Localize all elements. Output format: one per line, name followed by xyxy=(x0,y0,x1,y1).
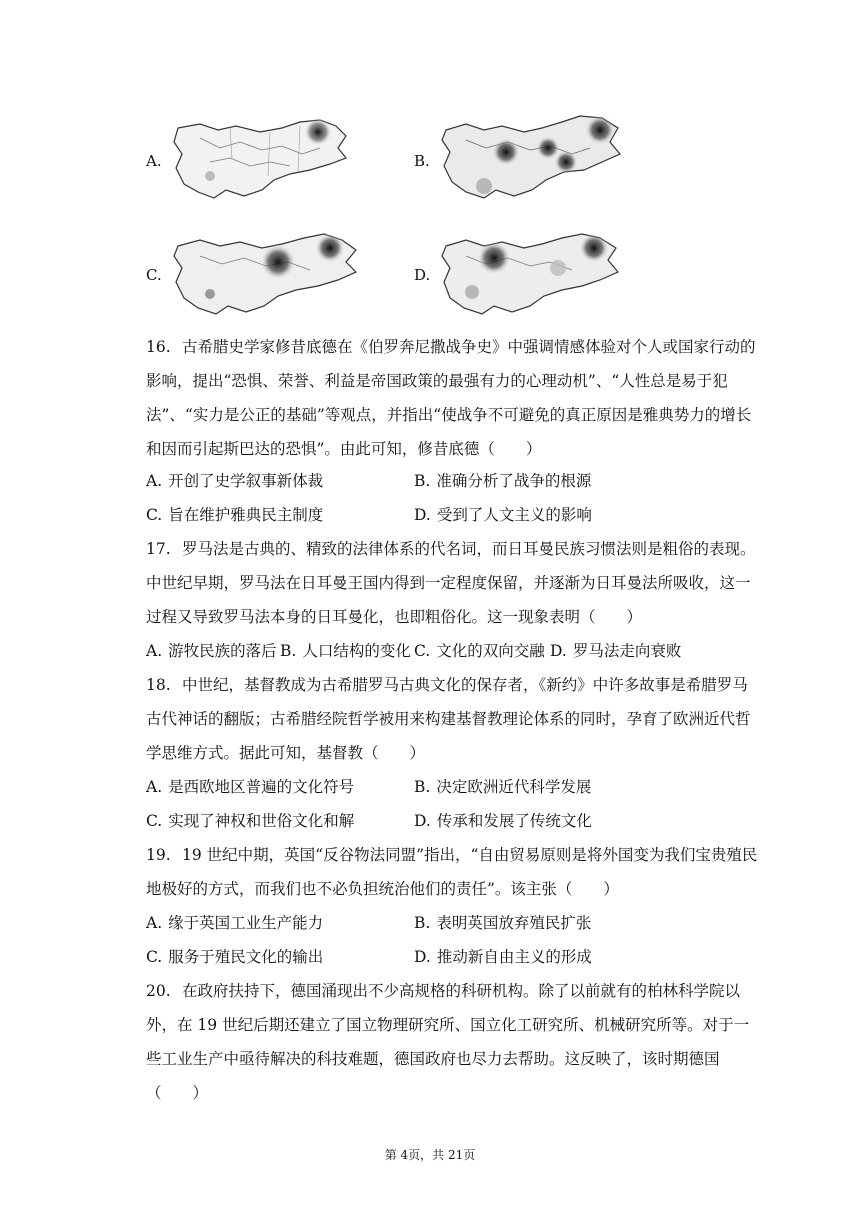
option-b[interactable]: B. 准确分析了战争的根源 xyxy=(414,472,592,490)
question-19 xyxy=(146,838,758,906)
option-letter: C. xyxy=(146,266,162,284)
options-row xyxy=(146,634,758,668)
option-d[interactable]: D. 受到了人文主义的影响 xyxy=(414,506,592,524)
option-b[interactable]: B. 表明英国放弃殖民扩张 xyxy=(414,914,592,932)
distribution-map-b xyxy=(438,112,634,208)
question-number: 17. xyxy=(146,540,171,558)
option-a[interactable]: A. 开创了史学叙事新体裁 xyxy=(146,472,324,490)
distribution-map-d xyxy=(438,232,634,324)
options-row xyxy=(146,770,758,804)
question-20 xyxy=(146,974,758,1110)
question-stem: 中世纪，基督教成为古希腊罗马古典文化的保存者，《新约》中许多故事是希腊罗马古代神话的翻版；古希腊经院哲学被用来构建基督教理论体系的同时，孕育了欧洲近代哲学思维方式。据此可知，基督教（ ） xyxy=(146,676,751,762)
question-number: 19. xyxy=(146,846,171,864)
map-option-a[interactable] xyxy=(146,118,396,214)
distribution-map-c xyxy=(170,232,382,324)
question-number: 16. xyxy=(146,338,171,356)
option-b[interactable]: B. 决定欧洲近代科学发展 xyxy=(414,778,592,796)
page-footer: 第 4页，共 21页 xyxy=(384,1148,476,1162)
option-a[interactable]: A. 缘于英国工业生产能力 xyxy=(146,914,324,932)
map-option-b[interactable] xyxy=(414,112,644,212)
question-stem: 罗马法是古典的、精致的法律体系的代名词，而日耳曼民族习惯法则是粗俗的表现。中世纪早期，罗马法在日耳曼王国内得到一定程度保留，并逐渐为日耳曼法所吸收，这一过程又导致罗马法本身的日耳曼化，也即粗俗化。这一现象表明（ ） xyxy=(146,540,756,626)
question-stem: 古希腊史学家修昔底德在《伯罗奔尼撒战争史》中强调情感体验对个人或国家行动的影响，提出“恐惧、荣誉、利益是帝国政策的最强有力的心理动机”、“人性总是易于犯法”、“实力是公正的基础”等观点，并指出“使战争不可避免的真正原因是雅典势力的增长和因而引起斯巴达的恐惧”。由此可知，修昔底德（ ） xyxy=(146,338,756,458)
option-d[interactable]: D. 罗马法走向衰败 xyxy=(550,642,682,660)
question-stem: 在政府扶持下，德国涌现出不少高规格的科研机构。除了以前就有的柏林科学院以外，在 19 世纪后期还建立了国立物理研究所、国立化工研究所、机械研究所等。对于一些工业生产中亟待解决的科技难题，德国政府也尽力去帮助。这反映了，该时期德国（ ） xyxy=(146,982,750,1102)
option-d[interactable]: D. 传承和发展了传统文化 xyxy=(414,812,592,830)
distribution-map-a xyxy=(170,118,382,210)
map-option-c[interactable] xyxy=(146,232,396,328)
option-c[interactable]: C. 文化的双向交融 xyxy=(414,642,545,660)
option-letter: A. xyxy=(146,152,162,170)
question-16 xyxy=(146,330,758,466)
option-c[interactable]: C. 服务于殖民文化的输出 xyxy=(146,948,324,966)
question-17 xyxy=(146,532,758,634)
options-row xyxy=(146,906,758,940)
question-number: 18. xyxy=(146,676,171,694)
question-18 xyxy=(146,668,758,770)
option-d[interactable]: D. 推动新自由主义的形成 xyxy=(414,948,592,966)
option-letter: B. xyxy=(414,152,430,170)
options-row xyxy=(146,464,758,498)
options-row xyxy=(146,804,758,838)
map-option-d[interactable] xyxy=(414,232,644,328)
options-row xyxy=(146,940,758,974)
option-b[interactable]: B. 人口结构的变化 xyxy=(280,642,411,660)
options-row xyxy=(146,498,758,532)
option-c[interactable]: C. 实现了神权和世俗文化和解 xyxy=(146,812,355,830)
question-stem: 19 世纪中期，英国“反谷物法同盟”指出，“自由贸易原则是将外国变为我们宝贵殖民地极好的方式，而我们也不必负担统治他们的责任”。该主张（ ） xyxy=(146,846,758,898)
option-a[interactable]: A. 是西欧地区普遍的文化符号 xyxy=(146,778,355,796)
option-c[interactable]: C. 旨在维护雅典民主制度 xyxy=(146,506,324,524)
option-letter: D. xyxy=(414,266,431,284)
question-number: 20. xyxy=(146,982,171,1000)
option-a[interactable]: A. 游牧民族的落后 xyxy=(146,642,277,660)
